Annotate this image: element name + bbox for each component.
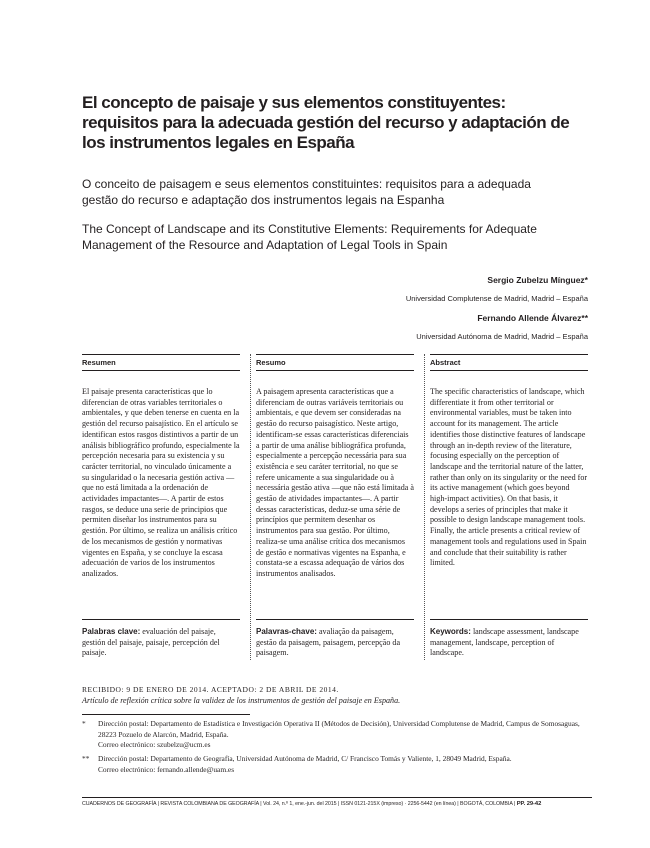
column-divider-2	[424, 354, 425, 660]
keywords-text-en: landscape assessment, landscape management, landscape, perception of landscape.	[430, 627, 579, 658]
abstract-body-es: El paisaje presenta características que lo diferencian de otras variables territoriales o ambientales, y que deben tenerse en cuenta en la gestión del recurso paisajístico. En el artículo se identifican estos rasgos distintivos a partir de un análisis bibliográfico profundo, especialmente la percepción necesaria para su existencia y su carácter territorial, no vinculado únicamente a su singularidad o la necesaria gestión activa —que no está limitada a la ordenación de actividades impactantes—. A partir de estos rasgos, se deduce una serie de principios que permiten diseñar los instrumentos para su gestión. Por último, se realiza un análisis crítico de los mecanismos de gestión y normativas vigentes en España, y se concluye la escasa adecuación de varios de los instrumentos analizados.	[82, 387, 240, 578]
article-type-note: Artículo de reflexión crítica sobre la validez de los instrumentos de gestión del paisaje en España.	[82, 696, 401, 705]
author-name-2: Fernando Allende Álvarez**	[477, 313, 588, 323]
abstract-heading-pt: Resumo	[256, 358, 286, 367]
footnote-2	[82, 754, 592, 775]
keywords-pt	[256, 627, 414, 659]
abstract-body-pt: A paisagem apresenta características que a diferenciam de outras variáveis territoriais ou ambientais, e que devem ser consideradas na gestão do recurso paisagístico. Neste artigo, identificam-se essas características diferenciais a partir de uma análise bibliográfica profunda, especialmente a percepção necessária para sua existência e seu caráter territorial, no que se refere unicamente a sua singularidade ou à necessária gestão ativa —que não está limitada à gestão de atividades impactantes—. A partir dessas características, deduz-se uma série de princípios que permitem desenhar os instrumentos para sua gestão. Por último, realiza-se uma análise crítica dos mecanismos de gestão e normativas vigentes na Espanha, e constata-se a escassa adequação de vários dos instrumentos analisados.	[256, 387, 414, 578]
footnote-email-1: Correo electrónico: szubelzu@ucm.es	[98, 740, 211, 749]
keywords-label-pt: Palavras-chave:	[256, 627, 317, 636]
keywords-label-es: Palabras clave:	[82, 627, 141, 636]
footnote-text-2: Dirección postal: Departamento de Geografía, Universidad Autónoma de Madrid, C/ Francisco Tomás y Valiente, 1, 28049 Madrid, España.	[98, 754, 512, 763]
abstract-heading-en: Abstract	[430, 358, 461, 367]
received-accepted-dates: RECIBIDO: 9 DE ENERO DE 2014. ACEPTADO: 2 DE ABRIL DE 2014.	[82, 685, 339, 694]
page-footer	[82, 801, 592, 807]
footer-pages: PP. 29-42	[516, 801, 542, 807]
footnote-1	[82, 719, 592, 751]
keywords-text-es: evaluación del paisaje, gestión del paisaje, paisaje, percepción del paisaje.	[82, 627, 220, 658]
abstract-column-es	[82, 354, 240, 659]
author-name-1: Sergio Zubelzu Mínguez*	[487, 275, 588, 285]
footer-rule	[82, 797, 592, 798]
footnote-mark-2: **	[82, 754, 90, 763]
article-title-en: The Concept of Landscape and its Constitutive Elements: Requirements for Adequate Management of the Resource and Adaptation of Legal Tools in Spain	[82, 222, 537, 252]
article-title-es: El concepto de paisaje y sus elementos constituyentes: requisitos para la adecuada gestión del recurso y adaptación de los instrumentos legales en España	[82, 93, 570, 152]
footnote-rule	[82, 714, 250, 715]
keywords-es	[82, 627, 240, 659]
column-divider-1	[250, 354, 251, 660]
author-affiliation-2: Universidad Autónoma de Madrid, Madrid – España	[416, 332, 588, 341]
abstract-column-en	[430, 354, 588, 659]
keywords-en	[430, 627, 588, 659]
abstract-body-en: The specific characteristics of landscape, which differentiate it from other territorial or environmental variables, must be taken into account for its management. The article identifies those distinctive features of landscape through an in-depth review of the literature, focusing especially on the perception of landscape and the territorial nature of the latter, rather than only on its singularity or the need for its active management (which goes beyond high-impact activities). On that basis, it develops a series of principles that make it possible to design landscape management tools. Finally, the article presents a critical review of management tools and regulations used in Spain and conclude that their suitability is rather limited.	[430, 387, 588, 568]
article-title-pt: O conceito de paisagem e seus elementos constituintes: requisitos para a adequada gestão do recurso e adaptação dos instrumentos legais na Espanha	[82, 177, 531, 207]
footnote-text-1: Dirección postal: Departamento de Estadística e Investigación Operativa II (Métodos de Decisión), Universidad Complutense de Madrid, Campus de Somosaguas, 28223 Pozuelo de Alarcón, Madrid, España.	[98, 719, 580, 739]
abstract-heading-es: Resumen	[82, 358, 116, 367]
footnote-mark-1: *	[82, 719, 86, 728]
keywords-text-pt: avaliação da paisagem, gestão da paisagem, paisagem, percepção da paisagem.	[256, 627, 401, 658]
abstract-column-pt	[256, 354, 414, 659]
footer-journal-info: CUADERNOS DE GEOGRAFÍA | REVISTA COLOMBIANA DE GEOGRAFÍA | Vol. 24, n.º 1, ene.-jun. del 2015 | ISSN 0121-215X (impreso) · 2256-5442 (en línea) | BOGOTÁ, COLOMBIA |	[82, 801, 516, 807]
keywords-label-en: Keywords:	[430, 627, 471, 636]
footnote-email-2: Correo electrónico: fernando.allende@uam.es	[98, 764, 235, 774]
author-affiliation-1: Universidad Complutense de Madrid, Madrid – España	[405, 294, 588, 303]
